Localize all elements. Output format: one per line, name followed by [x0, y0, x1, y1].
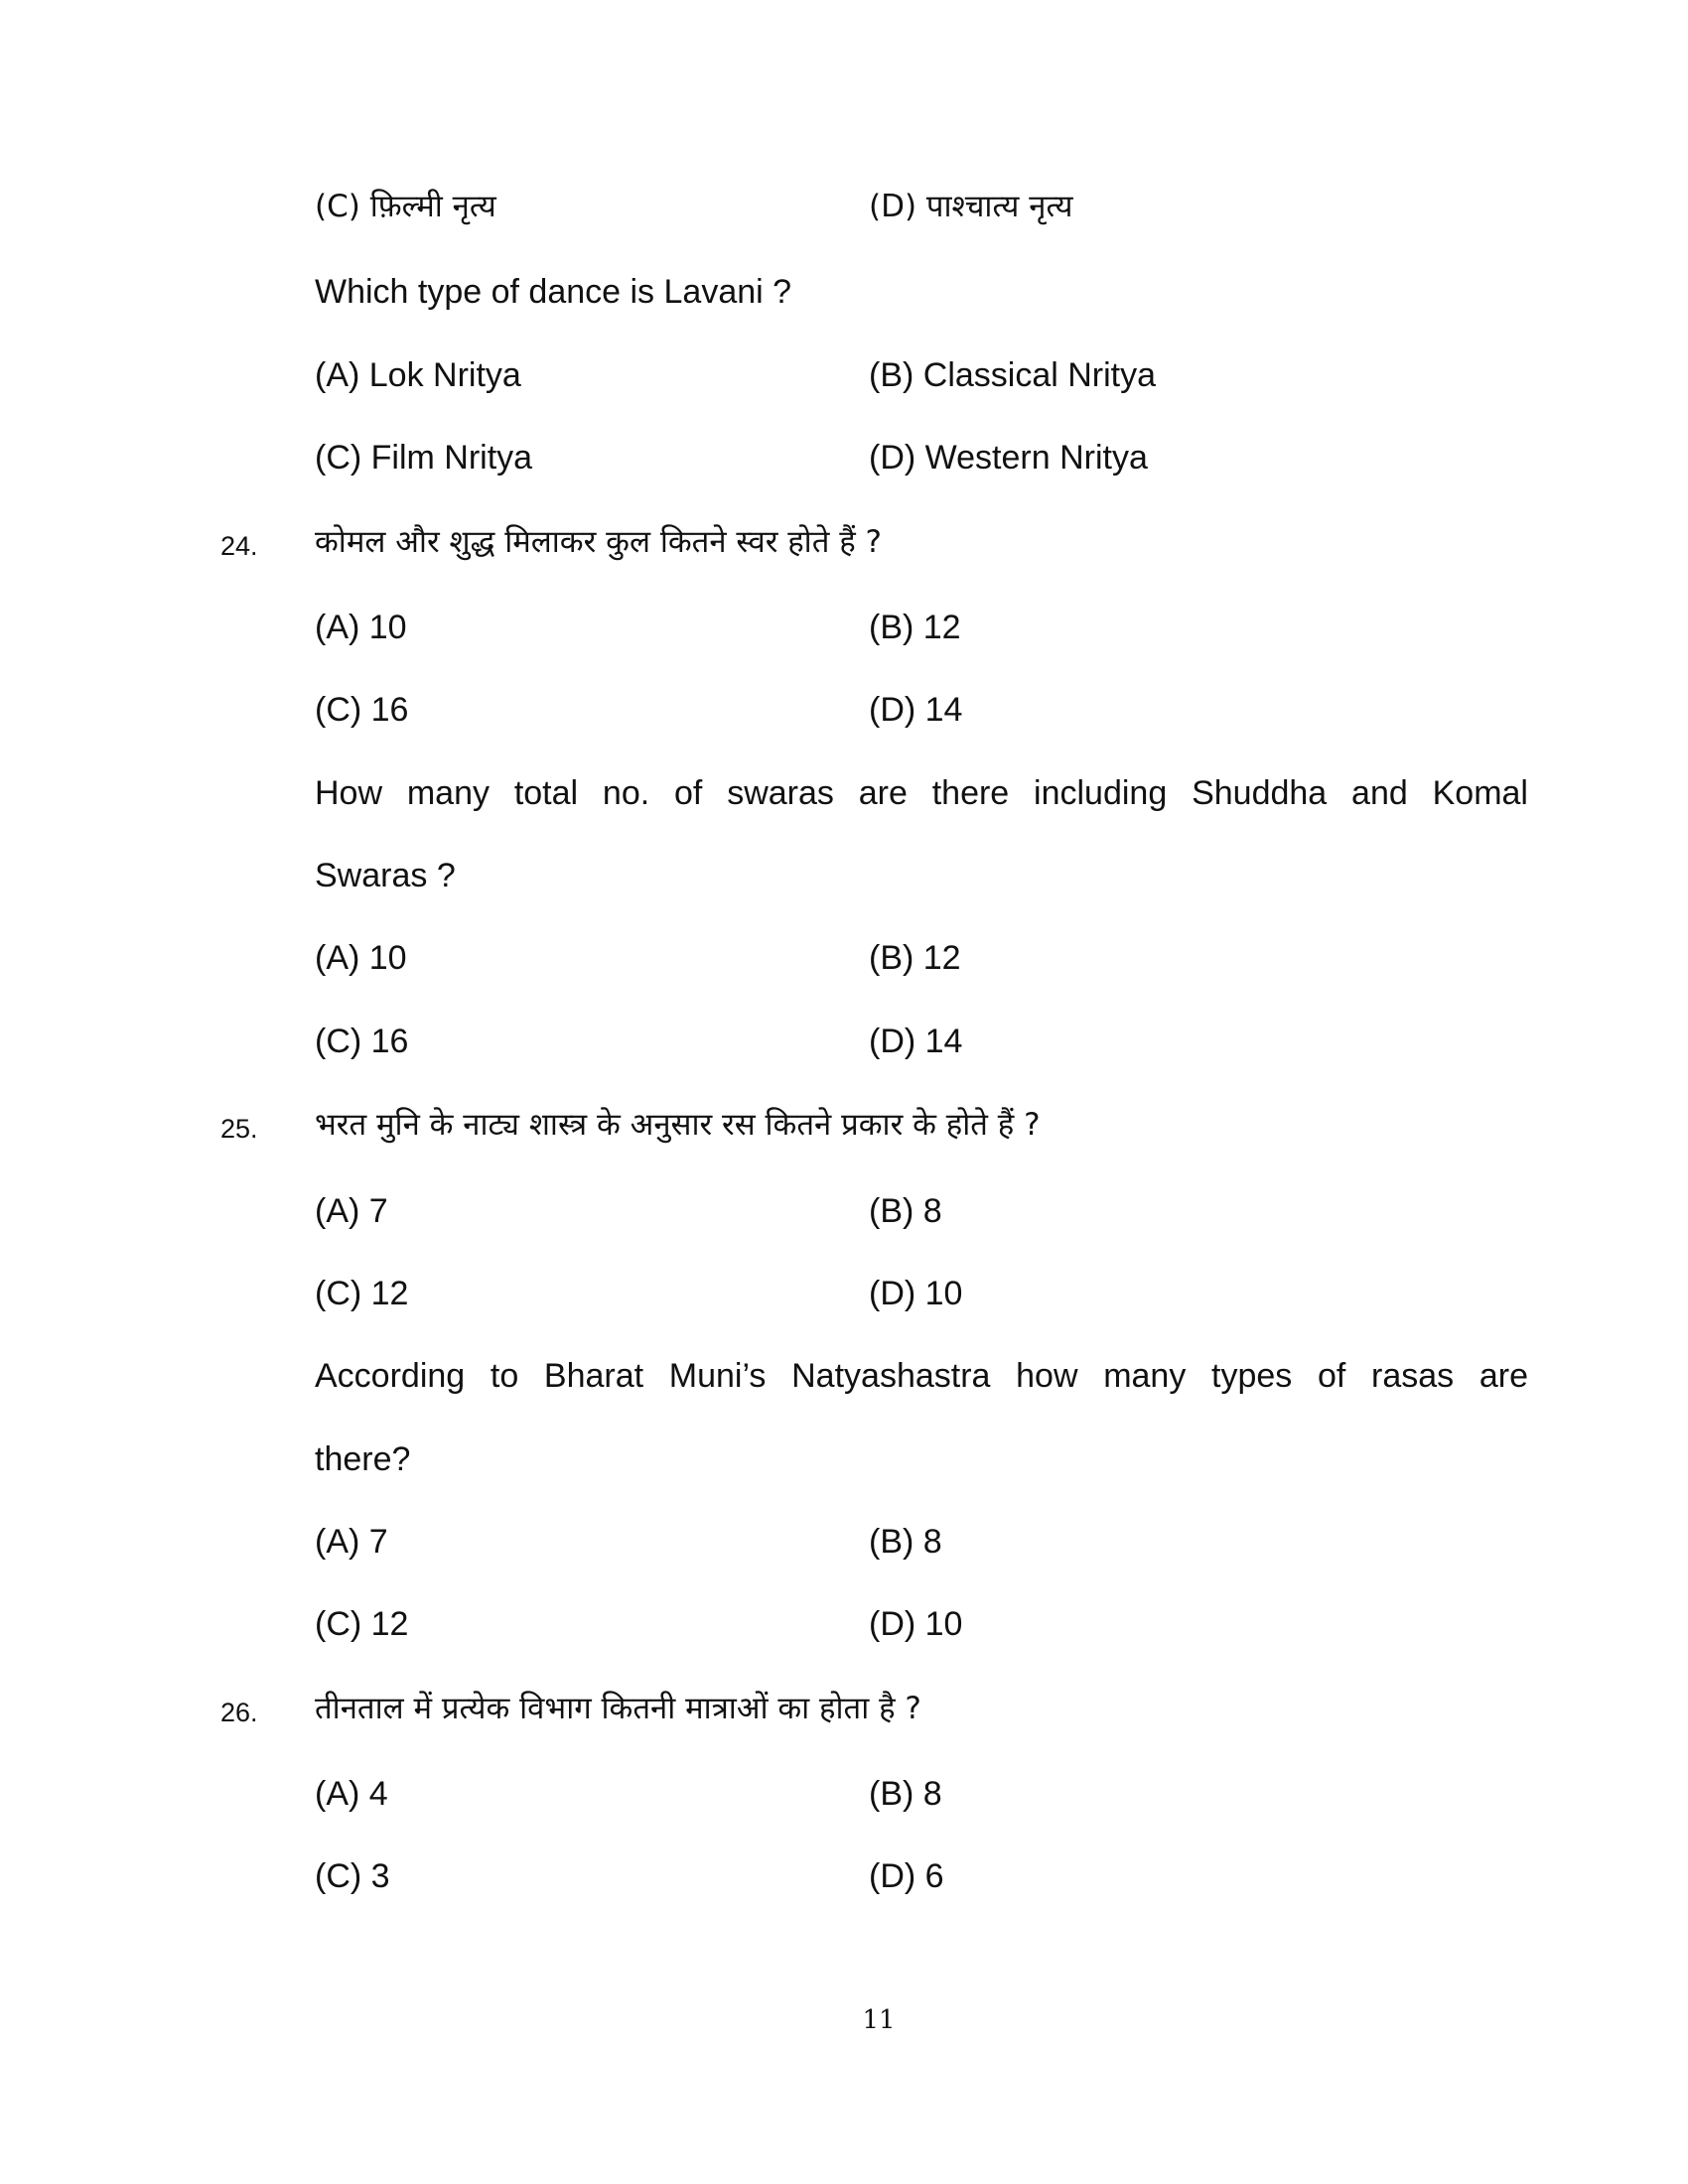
q25-hindi-option-d: (D) 10: [869, 1275, 963, 1312]
q26-hindi-option-c: (C) 3: [315, 1857, 390, 1895]
q25-english-question-line1: According to Bharat Muni’s Natyashastra how many types of rasas are: [315, 1357, 1528, 1395]
q25-hindi-option-b: (B) 8: [869, 1192, 942, 1230]
question-number-24: 24.: [220, 531, 258, 561]
q23-hindi-option-c: (C) फ़िल्मी नृत्य: [315, 189, 496, 224]
q25-english-option-a: (A) 7: [315, 1523, 388, 1561]
question-number-25: 25.: [220, 1114, 258, 1144]
q26-hindi-option-a: (A) 4: [315, 1775, 388, 1813]
q24-hindi-option-b: (B) 12: [869, 609, 961, 646]
q25-english-option-c: (C) 12: [315, 1605, 409, 1643]
q25-english-question-line2: there?: [315, 1440, 411, 1478]
q25-hindi-option-c: (C) 12: [315, 1275, 409, 1312]
q24-hindi-option-c: (C) 16: [315, 691, 409, 729]
q24-english-question-line2: Swaras ?: [315, 857, 456, 894]
q24-english-option-c: (C) 16: [315, 1023, 409, 1060]
q25-english-option-b: (B) 8: [869, 1523, 942, 1561]
q24-hindi-option-a: (A) 10: [315, 609, 407, 646]
q24-hindi-option-d: (D) 14: [869, 691, 963, 729]
q23-english-question: Which type of dance is Lavani ?: [315, 273, 792, 311]
q25-hindi-option-a: (A) 7: [315, 1192, 388, 1230]
q24-english-option-a: (A) 10: [315, 939, 407, 977]
question-number-26: 26.: [220, 1698, 258, 1727]
q25-hindi-question: भरत मुनि के नाट्य शास्त्र के अनुसार रस कितने प्रकार के होते हैं ?: [315, 1107, 1041, 1143]
q23-english-option-b: (B) Classical Nritya: [869, 356, 1157, 394]
q23-hindi-option-d: (D) पाश्चात्य नृत्य: [869, 189, 1073, 224]
q26-hindi-option-d: (D) 6: [869, 1857, 944, 1895]
q23-english-option-a: (A) Lok Nritya: [315, 356, 521, 394]
q23-english-option-c: (C) Film Nritya: [315, 439, 533, 477]
q25-english-option-d: (D) 10: [869, 1605, 963, 1643]
q23-english-option-d: (D) Western Nritya: [869, 439, 1148, 477]
q24-english-option-b: (B) 12: [869, 939, 961, 977]
q26-hindi-option-b: (B) 8: [869, 1775, 942, 1813]
page-number: 11: [862, 2005, 896, 2035]
q24-english-question-line1: How many total no. of swaras are there including Shuddha and Komal: [315, 774, 1528, 812]
q24-english-option-d: (D) 14: [869, 1023, 963, 1060]
q26-hindi-question: तीनताल में प्रत्येक विभाग कितनी मात्राओं का होता है ?: [315, 1691, 921, 1726]
q24-hindi-question: कोमल और शुद्ध मिलाकर कुल कितने स्वर होते हैं ?: [315, 524, 883, 560]
